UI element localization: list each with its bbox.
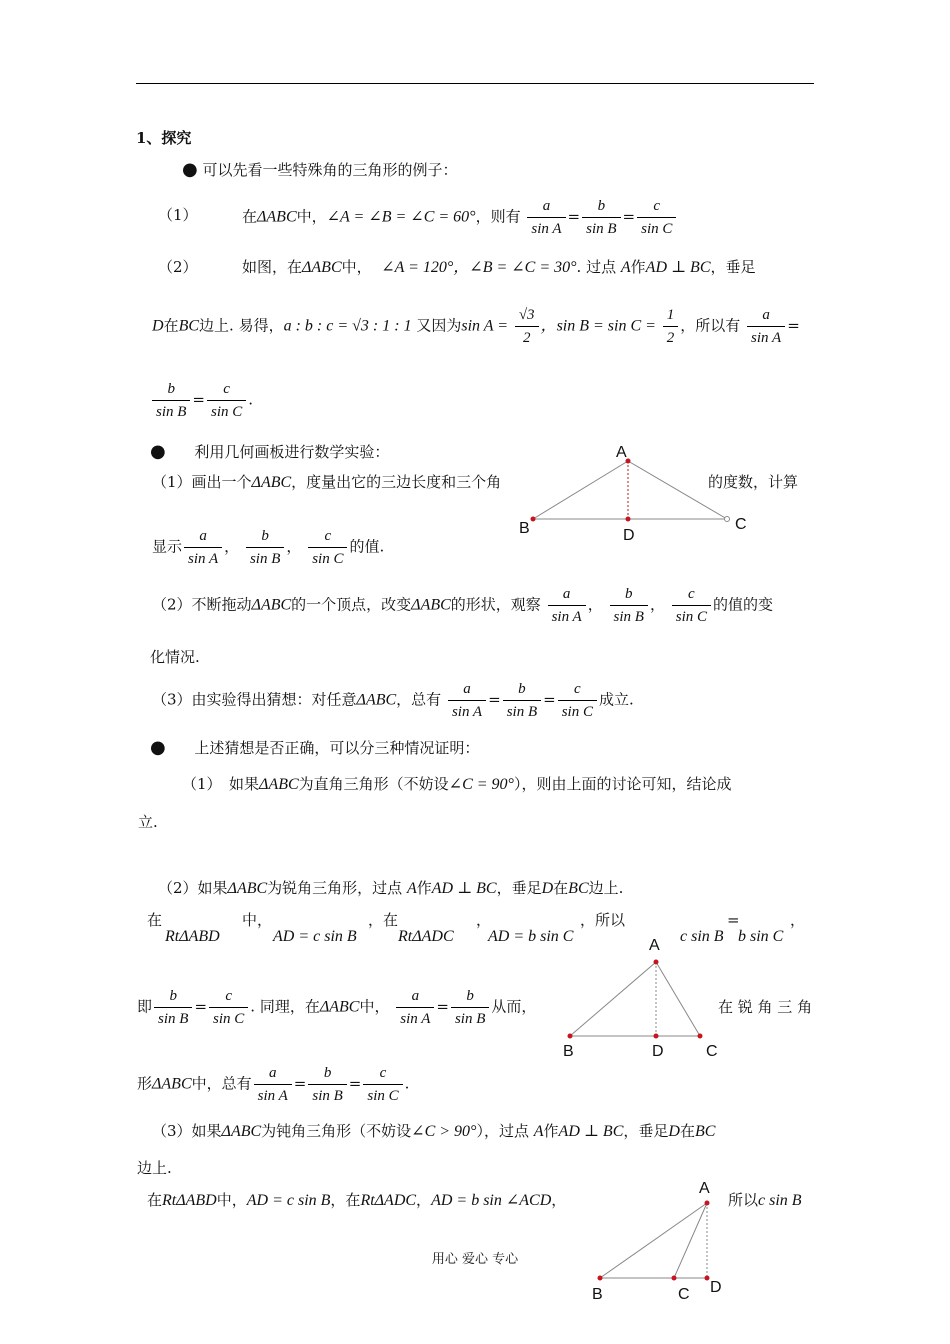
case-3-line3-end: 所以c sin B <box>728 1191 802 1209</box>
experiment-3-line: （3）由实验得出猜想：对任意ΔABC，总有 $\frac{a}{\text{sin A}}$ = $\frac{b}{\text{sin B}}$ = $\frac{c}{\text{sin C}}$ 成立. <box>152 681 634 720</box>
side-AB <box>570 962 656 1036</box>
case-2-eq2: AD = b sin C <box>488 928 574 945</box>
example-2-line1: 如图，在ΔABC中， ∠A = 120°，∠B = ∠C = 30°. 过点 A作AD ⊥ BC，垂足 <box>242 258 756 276</box>
example-2-num: （2） <box>158 258 198 276</box>
case-2-l2-a: 在 <box>147 911 163 929</box>
fig1-label-B: B <box>519 520 530 537</box>
fig1-label-C: C <box>735 516 747 533</box>
case-2-bsinC: b sin C <box>738 928 784 945</box>
fraction-sqrt3-2: $\frac{√3}{2}$ <box>515 306 539 347</box>
point-A <box>654 960 659 965</box>
case-2-l2-e: ，所以 <box>580 911 626 929</box>
fig3-label-D: D <box>710 1279 722 1296</box>
fraction-a-sinA: $\frac{a}{\text{sin A}}$ <box>527 197 565 238</box>
case-3-line2: 边上. <box>137 1159 172 1177</box>
case-1-line2: 立. <box>138 813 158 831</box>
case-3-line3: 在RtΔABD中，AD = c sin B，在RtΔADC，AD = b sin ∠ACD， <box>147 1191 567 1209</box>
point-D <box>705 1276 710 1281</box>
fig2-label-D: D <box>652 1043 664 1060</box>
fraction-c-sinC: $\frac{c}{\text{sin C}}$ <box>637 197 676 238</box>
bullet-icon: ● <box>150 441 166 462</box>
fig1-label-D: D <box>623 527 635 544</box>
fig2-label-B: B <box>563 1043 574 1060</box>
fig3-label-C: C <box>678 1286 690 1303</box>
case-2-line3: 即 $\frac{b}{\text{sin B}}$ = $\frac{c}{\text{sin C}}$ . 同理，在ΔABC中， $\frac{a}{\text{sin A}}$ = $\frac{b}{\text{sin B}}$ 从而， <box>137 988 537 1027</box>
math: ΔABC <box>257 208 297 226</box>
case-2-l2-f: ， <box>790 911 806 929</box>
experiment-1-line1: （1）画出一个ΔABC，度量出它的三边长度和三个角 <box>152 473 502 491</box>
point-B <box>531 517 536 522</box>
point-C <box>725 517 730 522</box>
bullet-text: 上述猜想是否正确，可以分三种情况证明： <box>194 739 480 757</box>
point-B <box>568 1034 573 1039</box>
fraction-b-sinB: $\frac{b}{\text{sin B}}$ <box>582 197 620 238</box>
case-2-line4: 形ΔABC中，总有 $\frac{a}{\text{sin A}}$ = $\frac{b}{\text{sin B}}$ = $\frac{c}{\text{sin C}}$ . <box>137 1065 410 1104</box>
case-2-line3-end: 在 锐 角 三 角 <box>718 998 813 1016</box>
page-footer: 用心 爱心 专心 <box>431 1252 519 1267</box>
example-2-line3: $\frac{b}{\text{sin B}}$ = $\frac{c}{\text{sin C}}$ . <box>150 380 253 421</box>
header-rule <box>136 83 814 84</box>
case-2-l2-d: ， <box>476 911 492 929</box>
case-2-l2-c: ，在 <box>368 911 399 929</box>
point-C <box>698 1034 703 1039</box>
case-2-eq1: AD = c sin B <box>273 928 357 945</box>
point-B <box>598 1276 603 1281</box>
bullet-text: 利用几何画板进行数学实验： <box>194 443 390 461</box>
example-1-line: 在ΔABC中，∠A = ∠B = ∠C = 60°，则有 $\frac{a}{\text{sin A}}$ = $\frac{b}{\text{sin B}}$ = $\frac{c}{\text{sin C}}$ <box>242 197 678 238</box>
point-C <box>672 1276 677 1281</box>
text: ，则有 <box>475 207 521 226</box>
side-AC <box>656 962 700 1036</box>
experiment-2-line1: （2）不断拖动ΔABC的一个顶点，改变ΔABC的形状，观察 $\frac{a}{\text{sin A}}$ ， $\frac{b}{\text{sin B}}$ ， $\frac{c}{\text{sin C}}$ 的值的变 <box>152 586 774 625</box>
side-AB <box>533 461 628 519</box>
section-heading: 1、探究 <box>136 129 192 147</box>
fraction-b-sinB: $\frac{b}{\text{sin B}}$ <box>152 380 190 421</box>
case-2-eqsign: = <box>727 911 740 929</box>
example-1-num: （1） <box>158 206 198 224</box>
bullet-icon: ● <box>182 159 198 180</box>
fraction-c-sinC: $\frac{c}{\text{sin C}}$ <box>207 380 246 421</box>
fig2-label-A: A <box>649 937 660 954</box>
case-2-line1: （2）如果ΔABC为锐角三角形，过点 A作AD ⊥ BC，垂足D在BC边上. <box>158 879 624 897</box>
side-AC <box>628 461 727 519</box>
fig1-label-A: A <box>616 444 627 461</box>
point-D <box>654 1034 659 1039</box>
fig3-label-B: B <box>592 1286 603 1303</box>
experiment-1-line1-end: 的度数，计算 <box>708 473 799 491</box>
experiment-2-line2: 化情况. <box>150 648 200 666</box>
bullet-item-3 <box>150 738 479 758</box>
fig3-label-A: A <box>699 1180 710 1197</box>
case-2-rt2: RtΔADC <box>398 928 454 945</box>
example-2-line2: D在BC边上. 易得，a : b : c = √3 : 1 : 1 又因为sin A = $\frac{√3}{2}$ ，sin B = sin C = $\frac{1}{2}$ ，所以有 $\frac{a}{\text{sin A}}$ = <box>152 307 800 346</box>
point-D <box>626 517 631 522</box>
case-1-line1: （1） 如果ΔABC为直角三角形（不妨设∠C = 90°），则由上面的讨论可知，结论成 <box>182 775 732 793</box>
case-3-line1: （3）如果ΔABC为钝角三角形（不妨设∠C > 90°），过点 A作AD ⊥ BC，垂足D在BC <box>152 1122 716 1140</box>
figure-3-obtuse-triangle <box>590 1195 720 1285</box>
bullet-item-1 <box>182 160 458 180</box>
point-A <box>705 1201 710 1206</box>
bullet-text: 可以先看一些特殊角的三角形的例子： <box>202 161 458 179</box>
fraction-1-2: $\frac{1}{2}$ <box>663 306 679 347</box>
text: 中， <box>296 207 327 226</box>
case-2-csinB: c sin B <box>680 928 724 945</box>
figure-2-acute-triangle <box>560 950 720 1050</box>
experiment-1-line2: 显示 $\frac{a}{\text{sin A}}$ ， $\frac{b}{\text{sin B}}$ ， $\frac{c}{\text{sin C}}$ 的值. <box>152 528 385 567</box>
fraction-a-sinA: $\frac{a}{\text{sin A}}$ <box>747 306 785 347</box>
case-2-rt1: RtΔABD <box>165 928 220 945</box>
math: ∠A = ∠B = ∠C = 60° <box>326 208 476 226</box>
fig2-label-C: C <box>706 1043 718 1060</box>
bullet-item-2 <box>150 442 389 462</box>
case-2-l2-b: 中， <box>242 911 273 929</box>
bullet-icon: ● <box>150 737 166 758</box>
text: 在 <box>242 207 258 226</box>
figure-1-triangle <box>520 450 760 550</box>
